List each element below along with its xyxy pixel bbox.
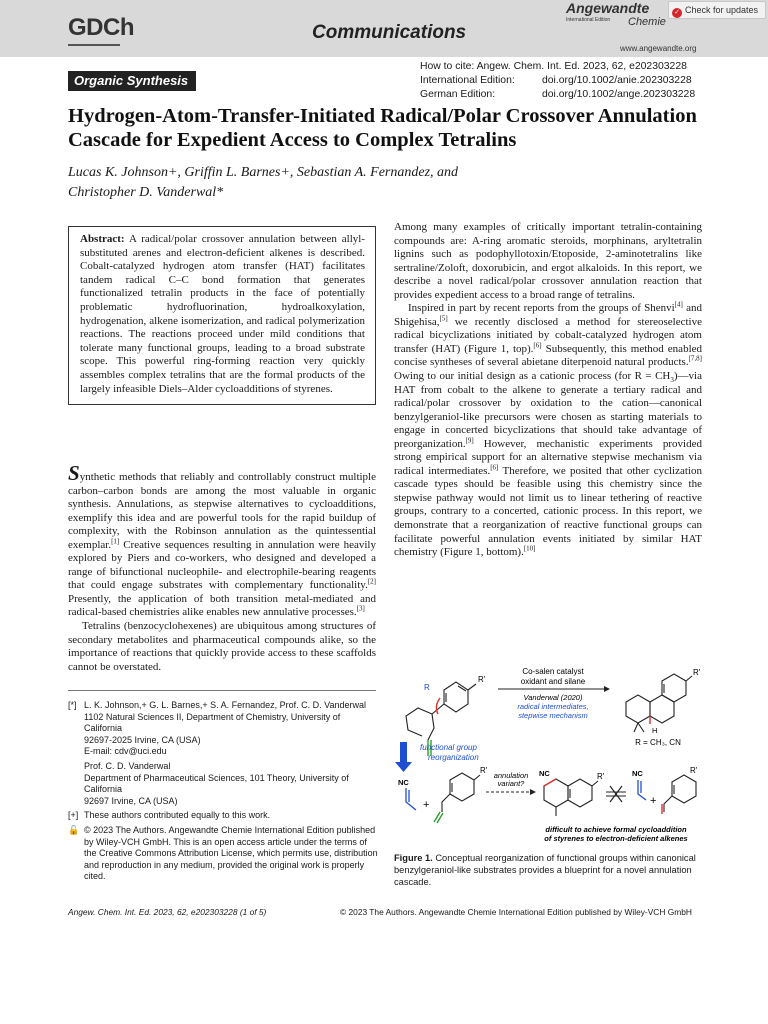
bg-text-2: and Shigehisa,	[394, 302, 702, 328]
how-to-cite: How to cite: Angew. Chem. Int. Ed. 2023, 62, e202303228	[420, 61, 687, 72]
angewandte-chemie-label: Chemie	[628, 16, 666, 28]
substrate-methyl-chain	[428, 714, 434, 740]
annulation-label-1: annulation	[493, 771, 529, 780]
equal-contribution-note	[68, 810, 378, 822]
contact-email[interactable]: E-mail: cdv@uci.edu	[84, 746, 167, 757]
allylarene-reactant	[442, 773, 480, 812]
gdch-logo-underline	[68, 44, 120, 46]
figure-nc-2: NC	[539, 769, 550, 778]
check-for-updates-button[interactable]	[668, 1, 766, 19]
affiliation-note	[68, 700, 378, 807]
figure-r-prime-top-left: R'	[478, 675, 486, 684]
tricyclic-product	[626, 674, 692, 732]
styrene-chain	[664, 796, 672, 812]
drop-cap: S	[68, 461, 80, 485]
figure-h-label: H	[652, 726, 658, 735]
tetralin-r-prime-bond	[592, 781, 598, 786]
substrate-arene-ring	[444, 682, 468, 712]
reorganization-label-2: reorganization	[428, 753, 479, 762]
red-bond-highlight	[436, 698, 440, 714]
figure-r-prime-bottom-1: R'	[480, 766, 488, 775]
affiliation-line-5: Prof. C. D. Vanderwal	[84, 760, 171, 771]
difficulty-note-2: of styrenes to electron-deficient alkenes	[544, 834, 688, 843]
condition-line-2: oxidant and silane	[520, 677, 586, 686]
reorganization-arrow-shaft	[400, 742, 407, 762]
subscript-3: 3	[670, 376, 674, 385]
bg-text-1: Inspired in part by recent reports from the groups of Shenvi	[408, 302, 675, 315]
bg-text-6: )—via HAT from cobalt to the alkene to generate a tertiary radical and radical/polar crossover by oxidation to the cation—canonical benzylgeraniol-like precursors were chosen as starting materials to engage in concerted bicyclizations that should take advantage of preorganization.	[394, 370, 702, 450]
right-column-body	[394, 221, 702, 560]
figure-r-prime-bottom-3: R'	[690, 766, 698, 775]
intro-text-3: Presently, the application of both transition metal-mediated and radical-based chemistries alike enables new annulative processes.	[68, 592, 376, 619]
update-check-icon: ✓	[672, 8, 682, 18]
ref-link-7-8[interactable]: [7,8]	[688, 354, 702, 363]
figure-r-prime-bottom-2: R'	[597, 772, 605, 781]
intro-paragraph	[68, 461, 376, 620]
angewandte-logo: Angewandte	[566, 0, 650, 16]
gdch-logo: GDCh	[68, 14, 134, 41]
bg-text-7: However, mechanistic experiments provided strong empirical support for an alternative stepwise mechanism via radical intermediates.	[394, 437, 702, 477]
ref-link-10[interactable]: [10]	[523, 544, 536, 553]
intro-text-2: Creative sequences resulting in annulation were heavily explored by Piers and co-workers, who designed and developed a range of bifunctional nucleophile- and electrophile-bearing reagents that could engage substrates with complementary functionality.	[68, 538, 376, 592]
tetralin-paragraph: Tetralins (benzocyclohexenes) are ubiquitous among structures of secondary metabolites and pharmaceutical compounds alike, so the importance of reactions that quickly provide access to these scaffolds cannot be overstated.	[68, 620, 376, 673]
journal-url: www.angewandte.org	[620, 44, 697, 53]
intro-text-1: ynthetic methods that reliably and controllably construct multiple carbon–carbon bonds are among the most valuable in organic synthesis. Annulations, as stepwise alternatives to cycloadditions, exemplify this idea and are powerful tools for the rapid buildup of complexity, with the Robinson annulation as the quintessential exemplar.	[68, 471, 376, 551]
background-paragraph	[394, 302, 702, 559]
bg-text-4: Subsequently, this method enabled concise syntheses of several abietane diterpenoid natural products.	[394, 342, 703, 369]
footer-copyright: © 2023 The Authors. Angewandte Chemie International Edition published by Wiley-VCH GmbH	[340, 907, 692, 917]
tetralin-red-bond	[544, 779, 556, 786]
author-line-1: Lucas K. Johnson+, Griffin L. Barnes+, Sebastian A. Fernandez, and	[68, 165, 459, 180]
footnotes	[68, 700, 378, 883]
allylarene-ring	[450, 773, 474, 801]
affiliation-line-7: 92697 Irvine, CA (USA)	[84, 795, 178, 806]
ref-link-9[interactable]: [9]	[465, 436, 474, 445]
intl-edition-label: International Edition:	[420, 75, 515, 86]
check-for-updates-label: Check for updates	[685, 5, 759, 15]
allylarene-chain	[442, 794, 450, 812]
figure-r-values: R = CH₃, CN	[635, 738, 681, 747]
condition-line-4: radical intermediates,	[517, 702, 589, 711]
styrene-reactant	[664, 775, 696, 812]
product-methyl-2	[638, 723, 644, 732]
affiliation-line-1: L. K. Johnson,+ G. L. Barnes,+ S. A. Fernandez, Prof. C. D. Vanderwal	[84, 700, 366, 710]
figure-nc-1: NC	[398, 778, 409, 787]
author-line-2: Christopher D. Vanderwal*	[68, 185, 224, 200]
german-edition-row	[420, 88, 696, 101]
figure-plus-1: +	[423, 799, 430, 811]
section-title: Communications	[312, 22, 467, 43]
product-ring-c	[662, 674, 686, 702]
open-access-icon: 🔓	[68, 824, 80, 835]
german-edition-label: German Edition:	[420, 89, 496, 100]
bg-text-8: Therefore, we posited that other cyclization cascade types should be feasible using this chemistry since the stepwise pathway would not limit us to linear tethering of reactive groups, contrary to a concerted, cationic process. In this report, we demonstrate that a reorganization of reactive functional groups can facilitate powerful annulation events initiated by similar HAT chemistry (Figure 1, bottom).	[394, 464, 702, 559]
affiliation-marker: [*]	[68, 700, 77, 710]
footer-citation: Angew. Chem. Int. Ed. 2023, 62, e202303228 (1 of 5)	[68, 907, 267, 917]
ref-link-3[interactable]: [3]	[356, 604, 365, 613]
substrate-chain	[406, 704, 444, 736]
figure-1-scheme	[394, 662, 704, 847]
intl-edition-doi-link[interactable]: doi.org/10.1002/anie.202303228	[542, 75, 692, 86]
affiliation-line-6: Department of Pharmaceutical Sciences, 101 Theory, University of California	[84, 772, 349, 795]
german-edition-doi-link[interactable]: doi.org/10.1002/ange.202303228	[542, 89, 696, 100]
abstract-box	[68, 226, 376, 405]
figure-1-caption-text: Conceptual reorganization of functional groups within canonical benzylgeraniol-like substrates provides a blueprint for a novel annulation cascade.	[394, 853, 696, 887]
dienophile-reactant	[638, 780, 646, 800]
figure-r-label: R	[424, 683, 430, 692]
equal-contribution-text: These authors contributed equally to this work.	[84, 810, 271, 821]
ref-link-5[interactable]: [5]	[439, 314, 448, 323]
product-methyl-1	[634, 723, 638, 732]
figure-nc-3: NC	[632, 769, 643, 778]
bg-text-3: we recently disclosed a method for stereoselective radical bicyclizations initiated by cobalt-catalyzed hydrogen atom transfer (HAT) (Figure 1, top).	[394, 315, 702, 355]
category-badge: Organic Synthesis	[68, 71, 196, 91]
affiliation-line-2: 1102 Natural Sciences II, Department of Chemistry, University of California	[84, 711, 341, 734]
affiliation-line-3: 92697-2025 Irvine, CA (USA)	[84, 734, 201, 745]
arene-r-prime-bond	[468, 684, 476, 690]
product-ring-b	[650, 695, 674, 723]
product-ring-a	[626, 695, 650, 723]
open-access-note	[68, 825, 378, 883]
equal-contribution-marker: [+]	[68, 810, 79, 821]
difficulty-note-1: difficult to achieve formal cycloaddition	[545, 825, 687, 834]
abstract-text: A radical/polar crossover annulation between allyl-substituted arenes and electron-deficient alkenes is described. Cobalt-catalyzed hydrogen atom transfer (HAT) facilitates tandem radical C–C bond formation that generates functionalized tetralin products in the face of potentially problematic hydrofluorination, hydroalkoxylation, hydrogenation, alkene isomerization, and radical polymerization reactions. The reactions proceed under mild conditions that tolerate many functional groups, leading to a broad substrate scope. This powerful ring-forming reaction very quickly assembles complex tetralins that are the formal products of the largely infeasible Diels–Alder cycloadditions of styrenes.	[80, 233, 365, 395]
product-r-prime-bond	[686, 676, 692, 681]
left-column-body	[68, 461, 376, 674]
styrene-ring	[672, 775, 696, 803]
figure-r-prime-top-right: R'	[693, 668, 701, 677]
tetralin-examples-paragraph: Among many examples of critically important tetralin-containing compounds are: A-ring aromatic steroids, morphinans, aryltetralin lignins such as podophyllotoxin/Etoposide, 2-aminotetralins like sertraline/Zoloft, doxorubicin, and ergot alkaloids. In this report, we describe a novel radical/polar crossover annulation reaction that provides expedient access to a broad range of tetralins.	[394, 221, 702, 301]
angewandte-ie-label: International Edition	[566, 17, 611, 23]
author-list	[68, 163, 548, 203]
ref-link-6[interactable]: [6]	[533, 341, 542, 350]
abstract-label: Abstract:	[80, 233, 125, 245]
benzylgeraniol-substrate	[406, 682, 476, 740]
footnote-separator	[68, 690, 376, 691]
figure-1-caption-label: Figure 1.	[394, 853, 433, 863]
ref-link-4[interactable]: [4]	[674, 300, 683, 309]
annulation-arrow-head	[530, 789, 536, 795]
allylarene-r-prime-bond	[474, 775, 480, 780]
article-title: Hydrogen-Atom-Transfer-Initiated Radical/Polar Crossover Annulation Cascade for Expedient Access to Complex Tetralins	[68, 105, 697, 151]
reorganization-label-1: functional group	[420, 743, 477, 752]
open-access-text: © 2023 The Authors. Angewandte Chemie International Edition published by Wiley-VCH GmbH. This is an open access article under the terms of the Creative Commons Attribution License, which permits use, distribution and reproduction in any medium, provided the original work is properly cited.	[84, 824, 378, 882]
figure-plus-2: +	[650, 795, 657, 807]
ref-link-1[interactable]: [1]	[111, 537, 120, 546]
condition-line-5: stepwise mechanism	[518, 711, 588, 720]
tetralin-product	[544, 779, 598, 816]
ref-link-6b[interactable]: [6]	[490, 463, 499, 472]
acrylonitrile-reactant	[406, 788, 416, 810]
annulation-label-2: variant?	[497, 779, 525, 788]
figure-1-caption	[394, 853, 704, 888]
bg-text-5: Owing to our initial design as a cationic process (for R = CH	[394, 370, 671, 383]
condition-line-1: Co-salen catalyst	[522, 667, 584, 676]
condition-line-3: Vanderwal (2020)	[523, 693, 583, 702]
reorganization-arrow-head	[395, 762, 412, 772]
tetralin-ring-b	[568, 779, 592, 807]
intl-edition-row	[420, 74, 692, 87]
ref-link-2[interactable]: [2]	[367, 577, 376, 586]
reaction-arrow-head	[604, 686, 610, 692]
